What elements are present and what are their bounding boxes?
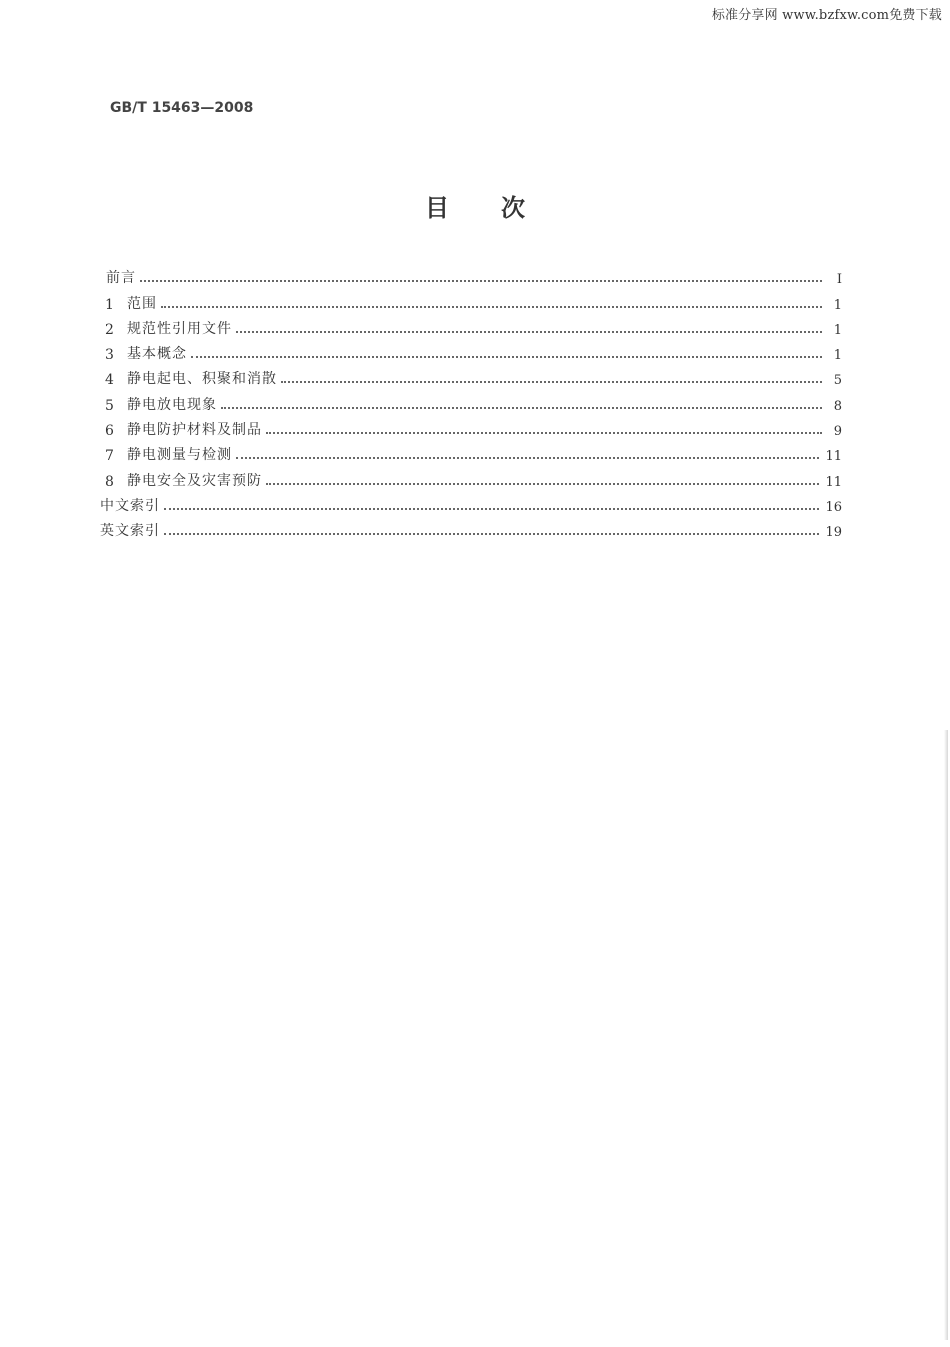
toc-leader: [236, 331, 822, 333]
toc-page: 1: [833, 348, 842, 364]
toc-number: 3: [105, 347, 114, 364]
toc-leader: [221, 407, 822, 409]
toc-leader: [236, 457, 819, 459]
toc-entry-6[interactable]: [100, 414, 842, 439]
toc-entry-english-index[interactable]: [100, 515, 842, 540]
toc-page: 11: [825, 449, 842, 465]
toc-page: 1: [833, 297, 842, 313]
toc-entry-5[interactable]: [100, 388, 842, 413]
toc-entry-8[interactable]: [100, 464, 842, 489]
toc-number: 4: [105, 372, 114, 389]
toc-number: 8: [105, 473, 114, 490]
table-of-contents: [100, 262, 842, 540]
toc-leader: [164, 533, 819, 535]
toc-page: 9: [833, 424, 842, 440]
toc-entry-2[interactable]: [100, 313, 842, 338]
toc-number: 7: [105, 448, 114, 465]
toc-leader: [140, 280, 822, 282]
toc-leader: [164, 508, 819, 510]
toc-entry-chinese-index[interactable]: [100, 490, 842, 515]
toc-leader: [266, 432, 822, 434]
watermark: 标准分享网 www.bzfxw.com免费下载: [711, 8, 942, 23]
scan-edge-shadow: [944, 730, 948, 1340]
toc-label: 静电安全及灾害预防: [127, 472, 262, 489]
toc-label: 静电测量与检测: [127, 447, 232, 464]
toc-page: I: [836, 272, 842, 288]
toc-page: 19: [825, 525, 842, 541]
toc-label: 英文索引: [100, 523, 160, 540]
toc-page: 16: [825, 499, 842, 515]
standard-code: GB/T 15463—2008: [110, 100, 254, 116]
toc-entry-7[interactable]: [100, 439, 842, 464]
toc-page: 1: [833, 322, 842, 338]
toc-label: 静电放电现象: [127, 396, 217, 413]
toc-leader: [191, 356, 822, 358]
toc-leader: [161, 306, 822, 308]
toc-label: 静电起电、积聚和消散: [127, 371, 277, 388]
toc-label: 规范性引用文件: [127, 320, 232, 337]
toc-label: 范围: [127, 295, 157, 312]
toc-page: 11: [825, 474, 842, 490]
toc-label: 静电防护材料及制品: [127, 422, 262, 439]
toc-label: 基本概念: [127, 346, 187, 363]
toc-page: 5: [833, 373, 842, 389]
toc-number: 6: [105, 423, 114, 440]
toc-entry-4[interactable]: [100, 363, 842, 388]
toc-page: 8: [833, 398, 842, 414]
toc-entry-preface[interactable]: [100, 262, 842, 287]
toc-title: 目次: [425, 194, 577, 222]
toc-label: 中文索引: [100, 497, 160, 514]
toc-number: 2: [105, 321, 114, 338]
toc-number: 5: [105, 397, 114, 414]
toc-entry-1[interactable]: [100, 287, 842, 312]
toc-leader: [266, 483, 819, 485]
toc-leader: [281, 381, 822, 383]
toc-label: 前言: [106, 270, 136, 287]
toc-number: 1: [105, 296, 114, 313]
toc-entry-3[interactable]: [100, 338, 842, 363]
